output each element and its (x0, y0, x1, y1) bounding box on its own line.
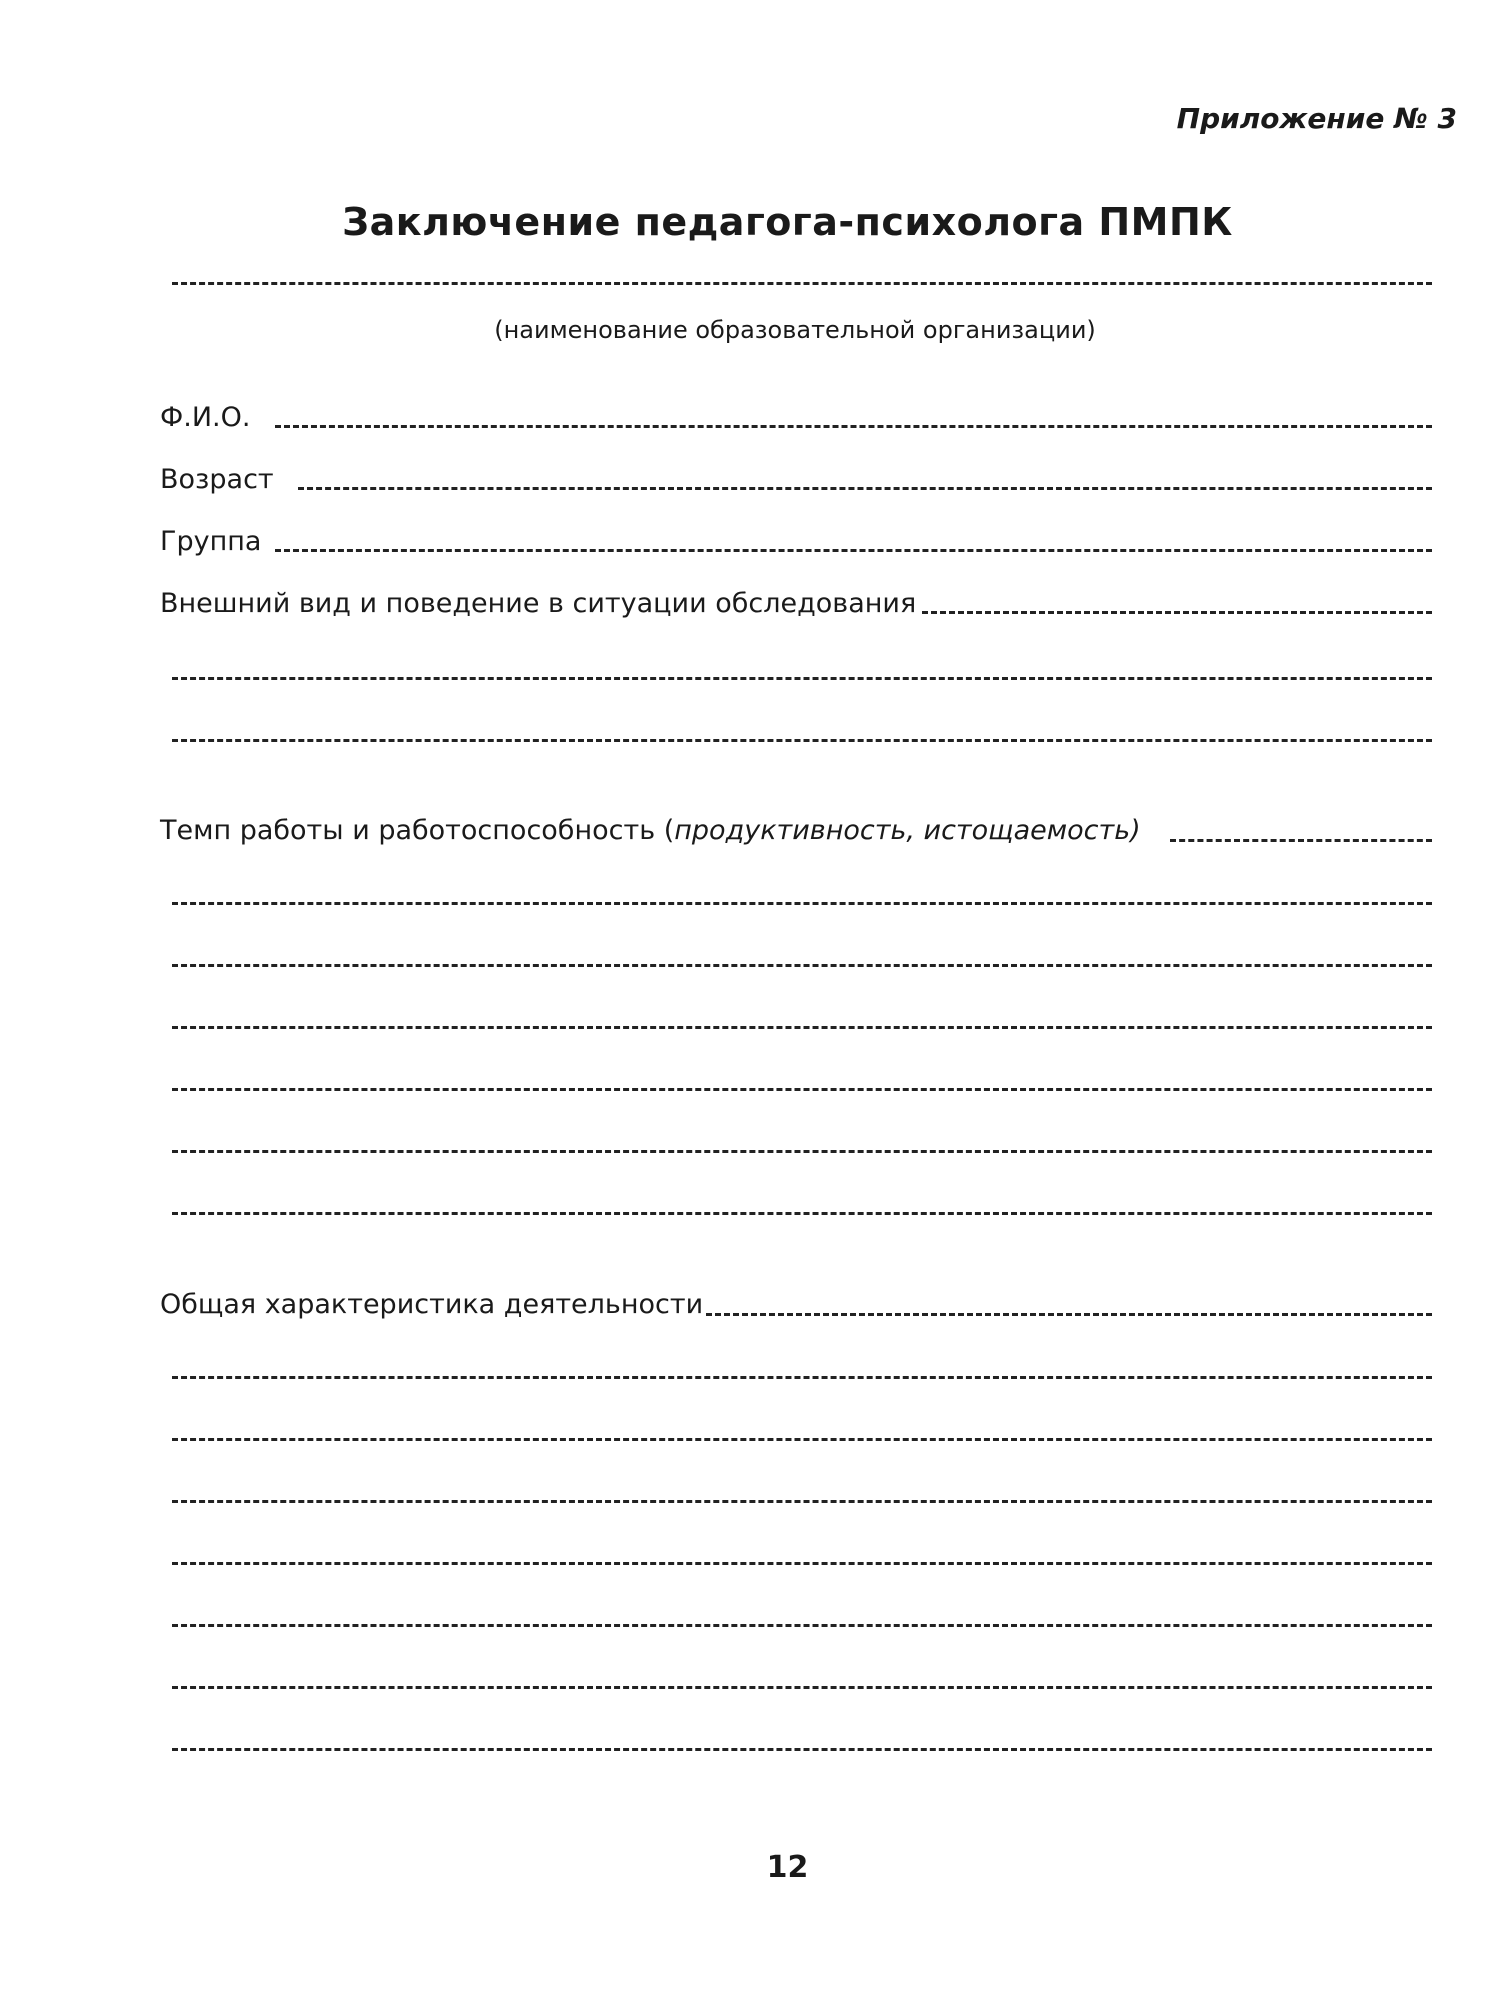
tempo-line-3[interactable] (172, 964, 1432, 967)
appearance-line-2[interactable] (172, 677, 1432, 680)
tempo-label-text: Темп работы и работоспособность (160, 815, 656, 846)
age-line[interactable] (298, 487, 1432, 490)
activity-line-7[interactable] (172, 1686, 1432, 1689)
group-label: Группа (160, 526, 262, 557)
activity-line-3[interactable] (172, 1438, 1432, 1441)
page-number: 12 (766, 1850, 809, 1885)
tempo-label-open: ( (663, 815, 675, 846)
age-label: Возраст (160, 464, 274, 495)
page-title: Заключение педагога-психолога ПМПК (342, 200, 1233, 244)
fio-label: Ф.И.О. (160, 402, 251, 433)
tempo-line-2[interactable] (172, 902, 1432, 905)
activity-line-4[interactable] (172, 1500, 1432, 1503)
tempo-line-7[interactable] (172, 1212, 1432, 1215)
tempo-line-5[interactable] (172, 1088, 1432, 1091)
activity-line-2[interactable] (172, 1376, 1432, 1379)
appearance-line-3[interactable] (172, 739, 1432, 742)
activity-label: Общая характеристика деятельности (160, 1289, 704, 1320)
tempo-label-italic: продуктивность, истощаемость) (674, 815, 1141, 846)
activity-line-6[interactable] (172, 1624, 1432, 1627)
activity-line-5[interactable] (172, 1562, 1432, 1565)
tempo-label (160, 815, 1141, 847)
tempo-line[interactable] (1170, 839, 1432, 842)
group-line[interactable] (275, 549, 1432, 552)
appearance-line[interactable] (922, 611, 1432, 614)
tempo-line-4[interactable] (172, 1026, 1432, 1029)
activity-line[interactable] (706, 1313, 1432, 1316)
appendix-label: Приложение № 3 (1176, 102, 1457, 135)
tempo-line-6[interactable] (172, 1150, 1432, 1153)
activity-line-8[interactable] (172, 1748, 1432, 1751)
org-name-line (172, 282, 1432, 285)
org-name-caption: (наименование образовательной организации) (494, 316, 1096, 344)
appearance-label: Внешний вид и поведение в ситуации обследования (160, 588, 917, 619)
fio-line[interactable] (275, 425, 1432, 428)
